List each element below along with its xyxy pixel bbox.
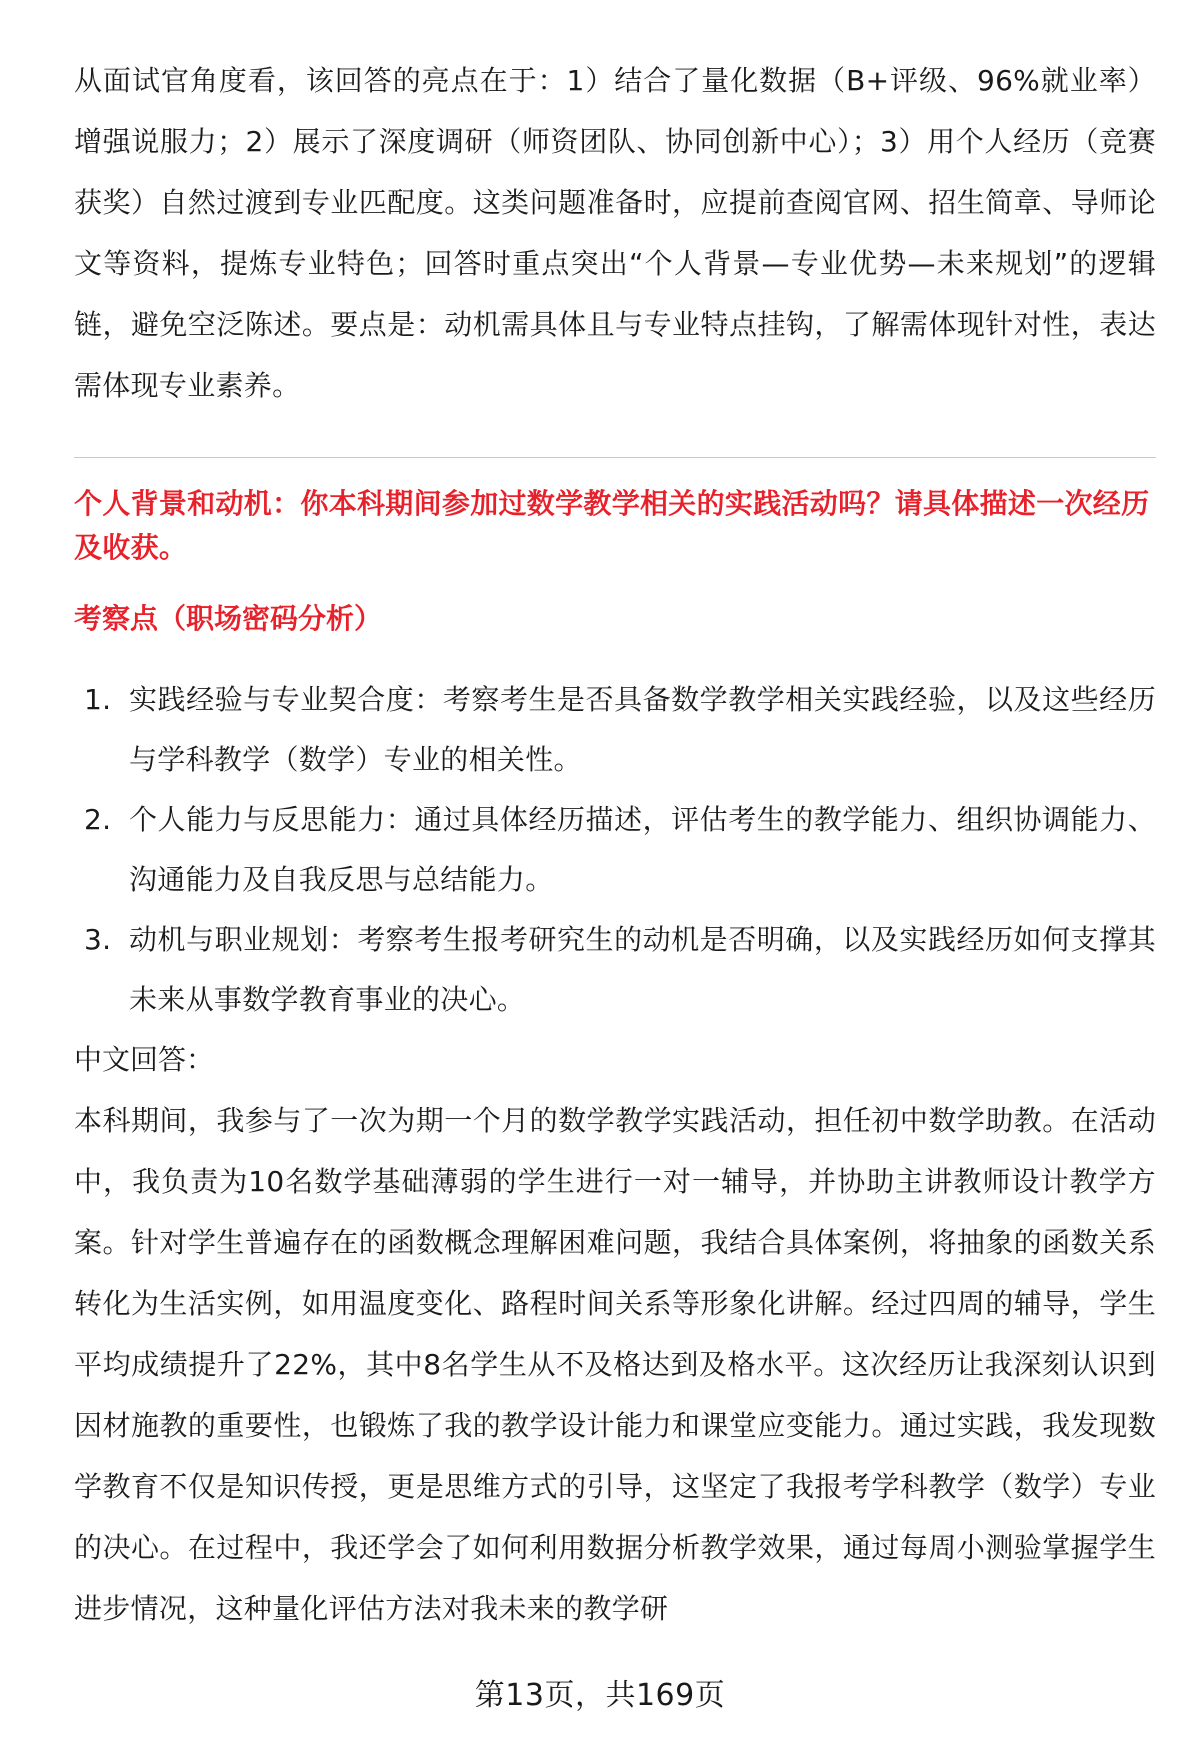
list-item	[74, 910, 1156, 1030]
analysis-points-list	[74, 670, 1156, 1030]
analysis-heading: 考察点（职场密码分析）	[74, 602, 383, 635]
answer-label: 中文回答：	[74, 1043, 215, 1076]
list-item-number: 1.	[84, 683, 112, 716]
list-item-text: 个人能力与反思能力：通过具体经历描述，评估考生的教学能力、组织协调能力、沟通能力及自我反思与总结能力。	[129, 803, 1156, 896]
intro-paragraph: 从面试官角度看，该回答的亮点在于：1）结合了量化数据（B+评级、96%就业率）增强说服力；2）展示了深度调研（师资团队、协同创新中心）；3）用个人经历（竞赛获奖）自然过渡到专业匹配度。这类问题准备时，应提前查阅官网、招生简章、导师论文等资料，提炼专业特色；回答时重点突出“个人背景—专业优势—未来规划”的逻辑链，避免空泛陈述。要点是：动机需具体且与专业特点挂钩，了解需体现针对性，表达需体现专业素养。	[74, 64, 1156, 402]
list-item	[74, 790, 1156, 910]
list-item	[74, 670, 1156, 790]
list-item-number: 2.	[84, 803, 112, 836]
list-item-text: 动机与职业规划：考察考生报考研究生的动机是否明确，以及实践经历如何支撑其未来从事数学教育事业的决心。	[129, 923, 1156, 1016]
answer-paragraph: 本科期间，我参与了一次为期一个月的数学教学实践活动，担任初中数学助教。在活动中，我负责为10名数学基础薄弱的学生进行一对一辅导，并协助主讲教师设计教学方案。针对学生普遍存在的函数概念理解困难问题，我结合具体案例，将抽象的函数关系转化为生活实例，如用温度变化、路程时间关系等形象化讲解。经过四周的辅导，学生平均成绩提升了22%，其中8名学生从不及格达到及格水平。这次经历让我深刻认识到因材施教的重要性，也锻炼了我的教学设计能力和课堂应变能力。通过实践，我发现数学教育不仅是知识传授，更是思维方式的引导，这坚定了我报考学科教学（数学）专业的决心。在过程中，我还学会了如何利用数据分析教学效果，通过每周小测验掌握学生进步情况，这种量化评估方法对我未来的教学研	[74, 1104, 1156, 1625]
document-page	[74, 0, 1156, 1755]
question-heading: 个人背景和动机：你本科期间参加过数学教学相关的实践活动吗？请具体描述一次经历及收获。	[74, 487, 1150, 564]
page-number: 第13页，共169页	[474, 1678, 726, 1713]
list-item-number: 3.	[84, 923, 112, 956]
list-item-text: 实践经验与专业契合度：考察考生是否具备数学教学相关实践经验，以及这些经历与学科教学（数学）专业的相关性。	[129, 683, 1156, 776]
section-divider	[74, 457, 1156, 458]
